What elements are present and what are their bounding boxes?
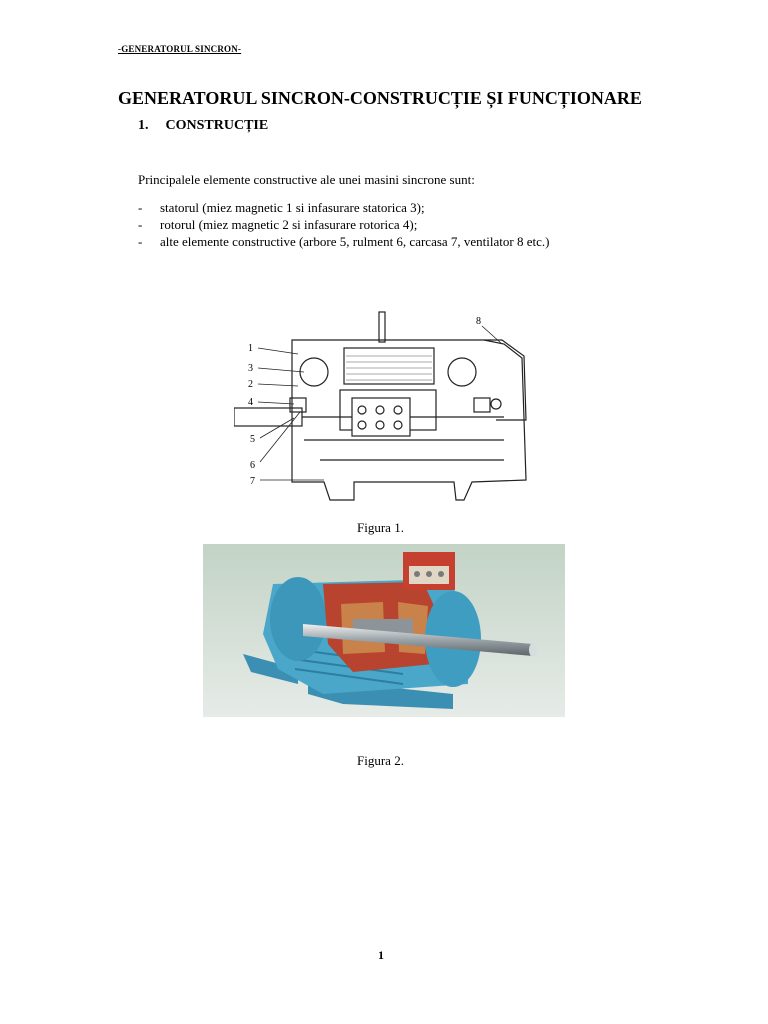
components-list	[138, 199, 549, 250]
list-item-text: alte elemente constructive (arbore 5, rulment 6, carcasa 7, ventilator 8 etc.)	[160, 234, 550, 249]
list-item: - rotorul (miez magnetic 2 si infasurare rotorica 4);	[138, 217, 418, 232]
list-item-text: rotorul (miez magnetic 2 si infasurare rotorica 4);	[160, 217, 418, 232]
intro-paragraph: Principalele elemente constructive ale unei masini sincrone sunt:	[138, 172, 475, 187]
generator-cutaway-illustration	[203, 544, 565, 717]
section-number: 1.	[138, 118, 149, 133]
figure-1-cross-section-drawing	[234, 300, 554, 517]
page-number: 1	[378, 948, 384, 962]
callout-label: 3	[248, 363, 253, 374]
callout-label: 1	[248, 343, 253, 354]
callout-label: 2	[248, 379, 253, 390]
callout-label: 8	[476, 316, 481, 327]
document-title: GENERATORUL SINCRON-CONSTRUCȚIE ȘI FUNCȚIONARE	[118, 88, 642, 108]
callout-label: 7	[250, 476, 255, 487]
figure-2-caption: Figura 2.	[357, 753, 404, 768]
running-header: -GENERATORUL SINCRON-	[118, 44, 242, 54]
section-title: CONSTRUCȚIE	[165, 118, 269, 133]
figure-1-caption: Figura 1.	[357, 520, 404, 535]
figure-2-cutaway-image	[203, 544, 565, 722]
section-heading	[138, 118, 268, 134]
list-item: - statorul (miez magnetic 1 si infasurare statorica 3);	[138, 200, 425, 215]
callout-label: 6	[250, 460, 255, 471]
generator-section-drawing	[234, 300, 554, 512]
callout-label: 4	[248, 397, 253, 408]
list-item-text: statorul (miez magnetic 1 si infasurare statorica 3);	[160, 200, 425, 215]
list-item: - alte elemente constructive (arbore 5, rulment 6, carcasa 7, ventilator 8 etc.)	[138, 234, 550, 249]
callout-label: 5	[250, 434, 255, 445]
